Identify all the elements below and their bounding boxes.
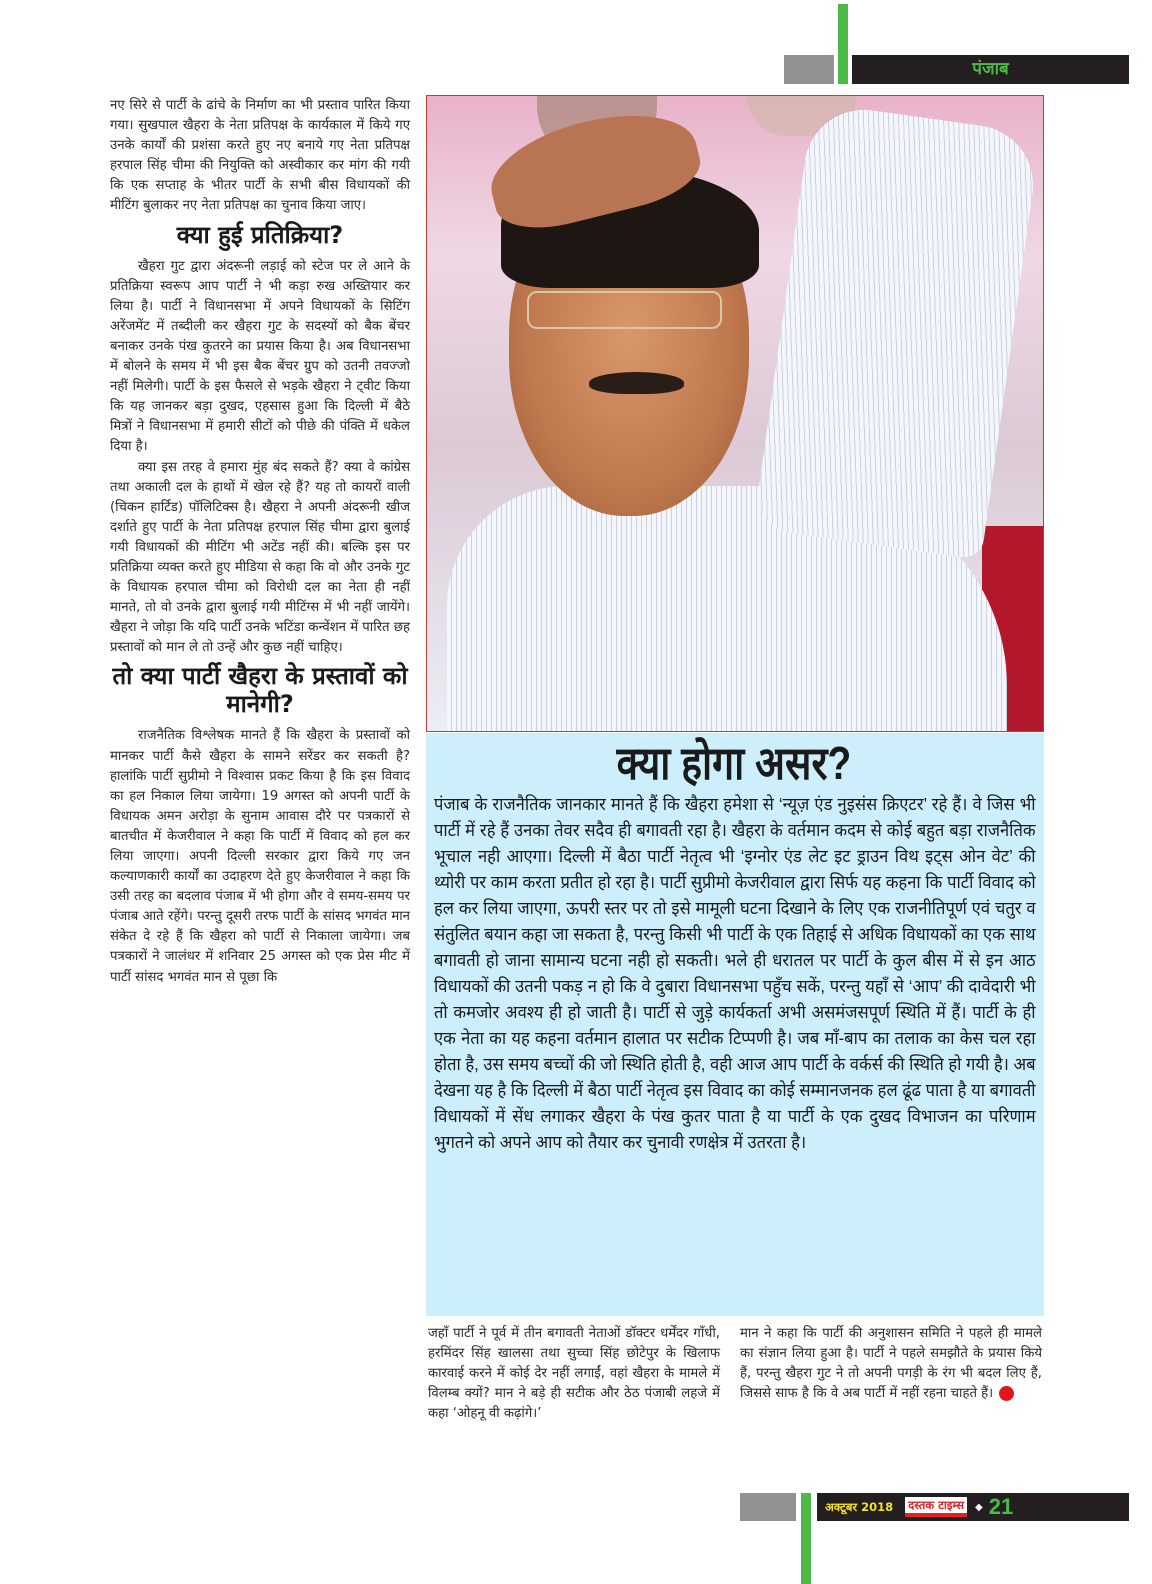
issue-date: अक्टूबर 2018 — [825, 1499, 894, 1514]
intro-paragraph: नए सिरे से पार्टी के ढांचे के निर्माण का भी प्रस्ताव पारित किया गया। सुखपाल खैहरा के नेता प्रतिपक्ष के कार्यकाल में किये गए उनके कार्यों की प्रशंसा करते हुए नए बनाये गए नेता प्रतिपक्ष हरपाल सिंह चीमा की नियुक्ति को अस्वीकार कर मांग की गयी कि एक सप्ताह के भीतर पार्टी के सभी बीस विधायकों की मीटिंग बुलाकर नए नेता प्रतिपक्ष का चुनाव किया जाए। — [110, 98, 410, 214]
right-column — [740, 1324, 1042, 1404]
glasses — [527, 291, 722, 329]
middle-column — [428, 1324, 720, 1424]
subhead-reaction: क्या हुई प्रतिक्रिया? — [176, 220, 344, 249]
mustache — [589, 372, 684, 394]
publication-name: दस्तक टाइम्स — [908, 1497, 965, 1512]
end-mark-icon — [999, 1386, 1014, 1401]
paragraph-text: मान ने कहा कि पार्टी की अनुशासन समिति ने पहले ही मामले का संज्ञान लिया हुआ है। पार्टी ने पहले समझौते के प्रयास किये हैं, परन्तु खैहरा गुट ने तो अपनी पगड़ी के रंग भी बदल लिए हैं, जिससे साफ है कि वे अब पार्टी में नहीं रहना चाहते हैं। — [740, 1326, 1042, 1402]
paragraph: क्या इस तरह वे हमारा मुंह बंद सकते हैं? क्या वे कांग्रेस तथा अकाली दल के हाथों में खेल रहे हैं? यह तो कायरों वाली (चिकन हार्टिड) पॉलिटिक्स है। खैहरा ने अपनी अंदरूनी खीज दर्शाते हुए पार्टी के नेता प्रतिपक्ष हरपाल सिंह चीमा द्वारा बुलाई गयी विधायकों की मीटिंग भी अटेंड नहीं की। बल्कि इस पर प्रतिक्रिया व्यक्त करते हुए मीडिया से कहा कि वो और उनके गुट के विधायक हरपाल चीमा को विरोधी दल का नेता ही नहीं मानते, तो वो उनके द्वारा बुलाई गयी मीटिंग्स में भी नहीं जायेंगे। खैहरा ने जोड़ा कि यदि पार्टी उनके भटिंडा कन्वेंशन में पारित छह प्रस्तावों को मान ले तो उन्हें और कुछ नहीं चाहिए। — [110, 459, 410, 656]
left-column — [110, 96, 410, 988]
impact-box — [426, 733, 1044, 1316]
footer-gray-block — [740, 1493, 796, 1521]
impact-box-title: क्या होगा असर? — [616, 737, 852, 789]
subhead-proposals: तो क्या पार्टी खैहरा के प्रस्तावों को मानेगी? — [112, 662, 408, 719]
publication-logo — [905, 1497, 967, 1517]
paragraph — [740, 1324, 1042, 1404]
footer-bar — [817, 1493, 1129, 1521]
portrait-photo — [426, 95, 1044, 732]
header-gray-block — [784, 55, 834, 84]
impact-box-body: पंजाब के राजनैतिक जानकार मानते हैं कि खैहरा हमेशा से ‘न्यूज़ एंड नुइसंस क्रिएटर’ रहे हैं। वे जिस भी पार्टी में रहे हैं उनका तेवर सदैव ही बगावती रहा है। खैहरा के वर्तमान कदम से कोई बहुत बड़ा राजनैतिक भूचाल नही आएगा। दिल्ली में बैठा पार्टी नेतृत्व भी ‘इग्नोर एंड लेट इट ड्राउन विथ इट्स ओन वेट’ की थ्योरी पर काम करता प्रतीत हो रहा है। पार्टी सुप्रीमो केजरीवाल द्वारा सिर्फ यह कहना कि पार्टी विवाद को हल कर लिया जाएगा, ऊपरी स्तर पर तो इसे मामूली घटना दिखाने के लिए एक राजनीतिपूर्ण एवं चतुर व संतुलित बयान कहा जा सकता है, परन्तु किसी भी पार्टी के एक तिहाई से अधिक विधायकों का एक साथ बगावती हो जाना सामान्य घटना नही हो सकती। भले ही धरातल पर पार्टी के कुल बीस में से इन आठ विधायकों की उतनी पकड़ न हो कि वे दुबारा विधानसभा पहुँच सकें, परन्तु यहाँ से ‘आप’ की दावेदारी भी तो कमजोर अवश्य ही हो जाती है। पार्टी से जुड़े कार्यकर्ता अभी असमंजसपूर्ण स्थिति में हैं। पार्टी के ही एक नेता का यह कहना वर्तमान हालात पर सटीक टिप्पणी है। जब माँ-बाप का तलाक का केस चल रहा होता है, उस समय बच्चों की जो स्थिति होती है, वही आज आप पार्टी के वर्कर्स की स्थिति हो गयी है। अब देखना यह है कि दिल्ली में बैठा पार्टी नेतृत्व इस विवाद का कोई सम्मानजनक हल ढूंढ पाता है या बगावती विधायकों में सेंध लगाकर खैहरा के पंख कुतर पाता है या पार्टी के एक दुखद विभाजन का परिणाम भुगतने को अपने आप को तैयार कर चुनावी रणक्षेत्र में उतरता है। — [434, 794, 1036, 1152]
paragraph: राजनैतिक विश्लेषक मानते हैं कि खैहरा के प्रस्तावों को मानकर पार्टी कैसे खैहरा के सामने सरेंडर कर सकती है? हालांकि पार्टी सुप्रीमो ने विश्वास प्रकट किया है कि इस विवाद का हल निकाल लिया जायेगा। 19 अगस्त को अपनी पार्टी के विधायक अमन अरोड़ा के सुनाम आवास दौरे पर पत्रकारों से बातचीत में केजरीवाल ने कहा कि पार्टी में विवाद को हल कर लिया जाएगा। अपनी दिल्ली सरकार द्वारा किये गए जन कल्याणकारी कार्यों का उदाहरण देते हुए केजरीवाल ने कहा कि उसी तरह का बदलाव पंजाब में भी होगा और वे समय-समय पर पंजाब आते रहेंगे। परन्तु दूसरी तरफ पार्टी के सांसद भगवंत मान संकेत दे रहे हैं कि खैहरा को पार्टी से निकाला जायेगा। जब पत्रकारों ने जालंधर में शनिवार 25 अगस्त को एक प्रेस मीट में पार्टी सांसद भगवंत मान से पूछा कि — [110, 728, 410, 985]
paragraph: जहाँ पार्टी ने पूर्व में तीन बगावती नेताओं डॉक्टर धर्मेंदर गाँधी, हरमिंदर सिंह खालसा तथा सुच्चा सिंह छोटेपुर के खिलाफ कारवाई करने में कोई देर नहीं लगाईं, वहां खैहरा के मामले में विलम्ब क्यों? मान ने बड़े ही सटीक और ठेठ पंजाबी लहजे में कहा ‘ओहनू वी कढ़ांगे।’ — [428, 1326, 720, 1422]
page-number: 21 — [988, 1494, 1014, 1519]
footer-green-rule — [801, 1493, 811, 1584]
paragraph: खैहरा गुट द्वारा अंदरूनी लड़ाई को स्टेज पर ले आने के प्रतिक्रिया स्वरूप आप पार्टी ने भी कड़ा रुख अख्तियार कर लिया है। पार्टी ने विधानसभा में अपने विधायकों के सिटिंग अरेंजमेंट में तब्दीली कर खैहरा गुट के सदस्यों को बैक बेंचर बनाकर उनके पंख कुतरने का प्रयास किया है। अब विधानसभा में बोलने के समय में भी इस बैक बेंचर ग्रुप को उतनी तवज्जो नहीं मिलेगी। पार्टी के इस फैसले से भड़के खैहरा ने ट्वीट किया कि यह जानकर बड़ा दुखद, एहसास हुआ कि दिल्ली में बैठे मित्रों ने विधानसभा में हमारी सीटों को पीछे की पंक्ति में धकेल दिया है। — [110, 258, 410, 455]
raised-arm — [753, 102, 1041, 560]
header-green-rule — [838, 4, 848, 84]
diamond-icon: ◆ — [975, 1501, 983, 1513]
section-label: पंजाब — [852, 55, 1129, 84]
